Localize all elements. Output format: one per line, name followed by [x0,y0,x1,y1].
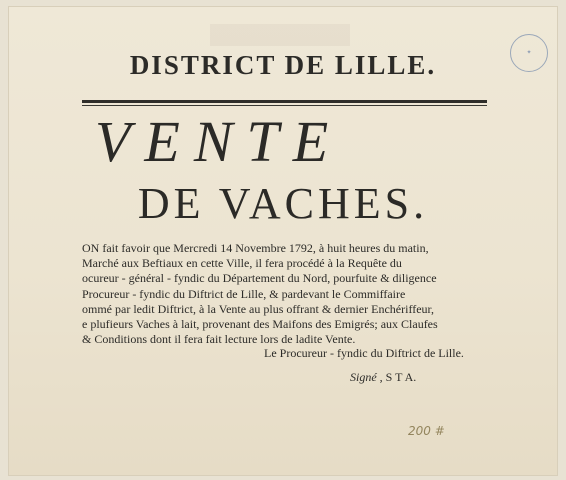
body-line: & Conditions dont il fera fait lecture lors de ladite Vente. [82,332,356,347]
heading-rule-thin [82,105,487,106]
body-line: ommé par ledit Diftrict, à la Vente au plus offrant & dernier Enchériffeur, [82,301,435,316]
title-de-vaches: DE VACHES. [137,179,429,228]
body-line: Procureur - fyndic du Diftrict de Lille, & pardevant le Commiffaire [82,286,406,301]
signed-label: Signé , [350,370,383,384]
faded-show-through [210,24,350,46]
district-heading: DISTRICT DE LILLE. [129,50,437,80]
title-vente: VENTE [95,109,343,174]
notice-body [82,241,512,347]
signature-line: Le Procureur - fyndic du Diftrict de Lille. [264,346,464,360]
body-line: ON fait favoir que Mercredi 14 Novembre 1792, à huit heures du matin, [82,241,429,255]
heading-rule-thick [82,100,487,103]
signed-name [350,370,416,385]
pencil-annotation: 200 # [408,424,445,438]
library-stamp-icon: ✦ [510,34,548,72]
body-line: ocureur - général - fyndic du Département du Nord, pourfuite & diligence [82,271,437,286]
signer-name: S T A. [385,370,417,384]
body-line: Marché aux Beftiaux en cette Ville, il fera procédé à la Requête du [82,256,402,271]
body-line: e plufieurs Vaches à lait, provenant des Maifons des Emigrés; aux Claufes [82,317,438,332]
